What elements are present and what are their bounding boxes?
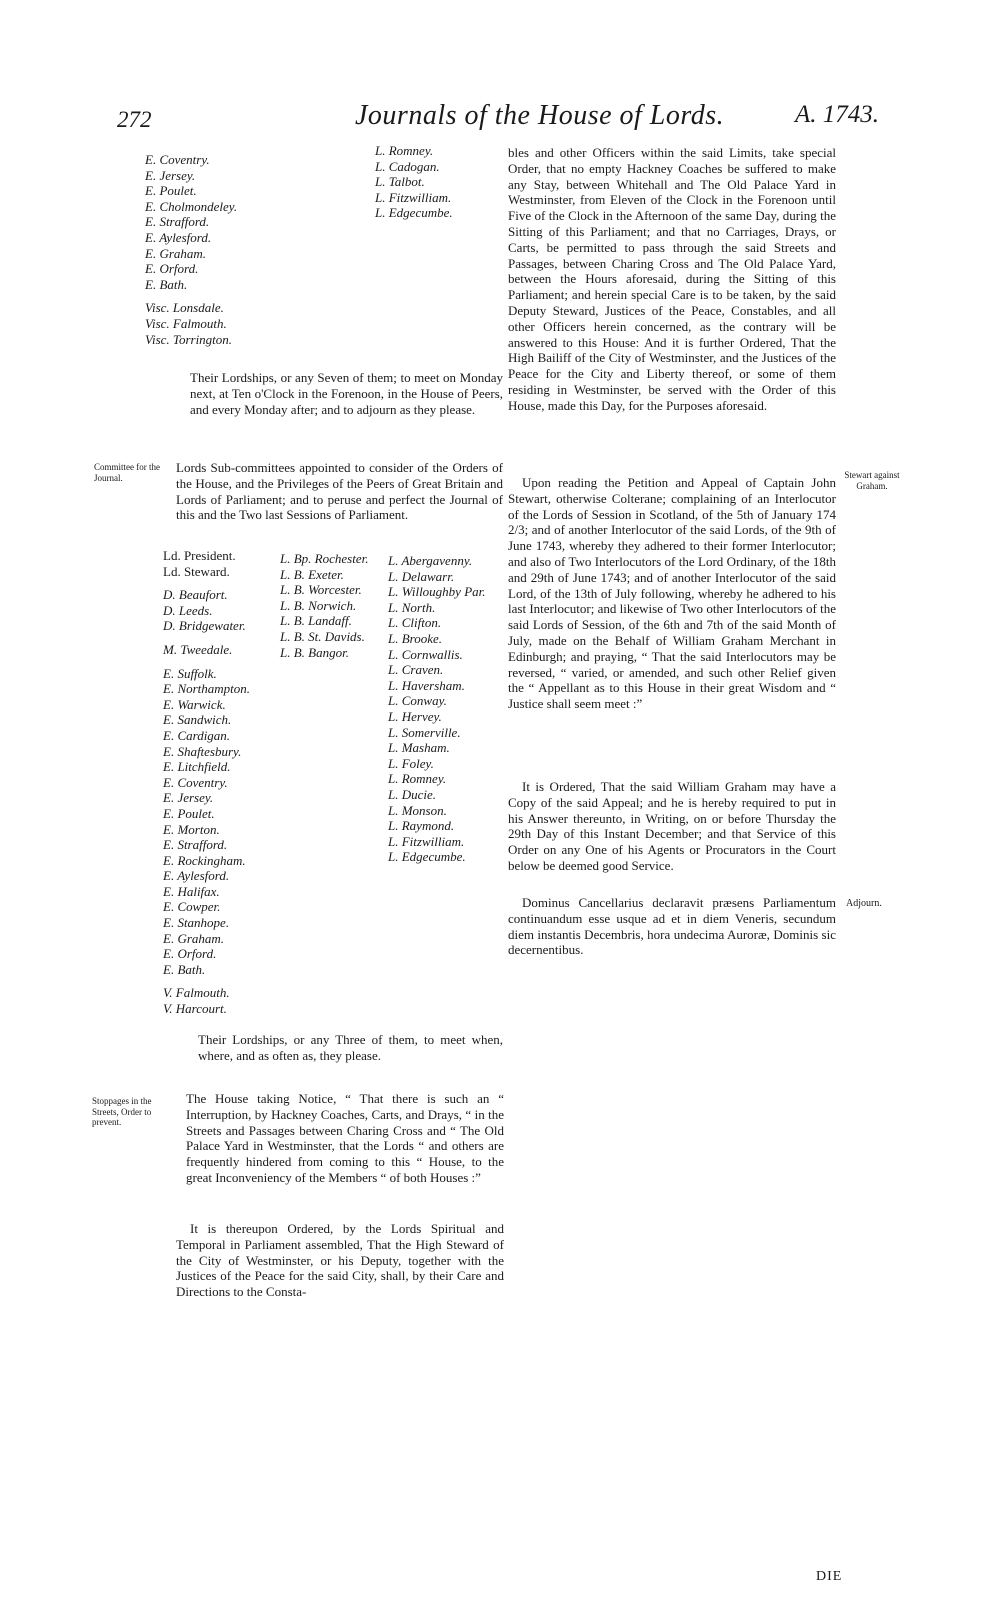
peer-name: L. Clifton. [388,615,442,631]
peer-name: M. Tweedale. [163,641,233,657]
peer-name: E. Northampton. [163,681,251,697]
peer-name: E. Bath. [163,961,206,977]
intro-text: Lords Sub-committees appointed to consider of the Orders of the House, and the Privileges of the Peers of Great Britain and Lords of Parliament; and to peruse and perfect the Journal of this and the Two last Sessions of Parliament. [176,460,503,523]
peer-name: E. Cowper. [163,899,221,915]
peer-name: E. Strafford. [145,214,210,230]
peer-name: D. Leeds. [163,602,213,618]
spacer [145,292,237,300]
adjourn-text [508,895,836,958]
catchword: DIE [816,1569,843,1584]
peer-name: L. Bp. Rochester. [280,551,369,566]
petition-text: Upon reading the Petition and Appeal of Captain John Stewart, otherwise Colterane; complaining of an Interlocutor of the Lords of Session in Scotland, of the 5th of January 174 2/3; and of another Interlocutor of the said Lords, of the 9th of June 1743, whereby they adhered to their former Interlocutor; and also of Two Interlocutors of the Lord Ordinary, of the 18th and 29th of June 1743; and of another Interlocutor of the said Lord, of the 13th of July following, whereby he adhered to his last Interlocutor; and likewise of Two other Interlocutors of the said Lords of Session, of the 6th and 7th of the said Month of July, made on the Behalf of William Graham Merchant in Edinburgh; and praying, “ That the said Interlocutors may be reversed, “ varied, or amended, and such other Relief given the “ Appellant as to this House in their great Wisdom and “ Justice shall seem meet :” [508,475,836,712]
peer-name: L. Cornwallis. [388,646,463,662]
peer-name: L. Romney. [388,771,447,787]
peer-name: L. Haversham. [388,677,465,693]
note-text: Their Lordships, or any Seven of them; to meet on Monday next, at Ten o'Clock in the Forenoon, in the House of Peers, and every Monday after; and to adjourn as they please. [190,370,503,417]
peer-name: E. Aylesford. [145,229,212,245]
journal-col3 [388,553,486,865]
peer-name: L. Edgecumbe. [388,849,466,865]
note-text: Their Lordships, or any Three of them, to meet when, where, and as often as, they please. [198,1032,503,1063]
peer-name: L. North. [388,599,436,615]
peer-name: L. Somerville. [388,724,461,740]
peer-name: Ld. President. [163,548,236,563]
peer-name: E. Bath. [145,276,188,292]
peer-name: E. Rockingham. [163,852,246,868]
peer-name: L. B. Worcester. [280,582,362,598]
peer-name: L. Delawarr. [388,568,455,584]
peer-name: Visc. Torrington. [145,331,233,347]
peer-name: L. Conway. [388,693,447,709]
order-text: It is thereupon Ordered, by the Lords Spiritual and Temporal in Parliament assembled, That the High Steward of the City of Westminster, or his Deputy, together with the Justices of the Peace for the said City, shall, by their Care and Directions to the Consta- [176,1221,504,1300]
peer-name: E. Cardigan. [163,727,231,743]
peer-name: D. Beaufort. [163,587,228,603]
top-list-col2 [375,143,453,221]
peer-name: L. Brooke. [388,630,443,646]
peer-name: E. Suffolk. [163,665,217,681]
stewart-order [508,779,836,874]
peer-name: L. Fitzwilliam. [388,833,465,849]
journal-intro [176,460,503,523]
peer-name: E. Poulet. [163,805,215,821]
peer-name: E. Cholmondeley. [145,198,238,214]
peer-name: L. Hervey. [388,708,442,724]
peer-name: E. Coventry. [163,774,228,790]
peer-name: E. Halifax. [163,883,220,899]
journal-col1 [163,548,250,1017]
peer-name: L. Willoughby Par. [388,584,486,600]
peer-name: E. Sandwich. [163,712,232,728]
journal-col2 [280,551,368,660]
peer-name: L. Romney. [375,143,434,158]
peer-name: L. B. Norwich. [280,597,357,613]
page-year: A. 1743. [795,101,880,128]
peer-name: E. Poulet. [145,183,197,199]
margin-note-adjourn: Adjourn. [846,898,882,909]
peer-name: E. Graham. [145,245,207,261]
adjourn-paragraph: Dominus Cancellarius declaravit præsens Parliamentum continuandum esse usque ad et in diem Veneris, secundum diem instantis Decembris, hora undecima Auroræ, Dominis sic decernentibus. [508,895,836,958]
peer-name: E. Coventry. [145,152,210,167]
peer-name: E. Jersey. [163,790,214,806]
peer-name: L. Edgecumbe. [375,205,453,221]
peer-name: E. Shaftesbury. [163,743,242,759]
spacer [163,658,250,666]
margin-note-stoppages: Stoppages in the Streets, Order to prevent. [92,1096,152,1127]
peer-name: E. Strafford. [163,837,228,853]
peer-name: L. Foley. [388,755,434,771]
peer-name: D. Bridgewater. [163,618,246,634]
margin-note-journal: Committee for the Journal. [94,462,160,483]
stoppages-notice [186,1091,504,1186]
top-list-col1 [145,152,237,347]
peer-name: L. B. Landaff. [280,613,352,629]
spacer [163,977,250,985]
peer-name: L. Ducie. [388,786,437,802]
stewart-petition [508,475,836,712]
peer-name: Visc. Lonsdale. [145,300,224,316]
page-title: Journals of the House of Lords. [355,100,725,131]
notice-text: The House taking Notice, “ That there is such an “ Interruption, by Hackney Coaches, Carts, and Drays, “ in the Streets and Passages between Charing Cross and “ The Old Palace Yard in Westminster, that the Lords “ and others are frequently hindered from coming to this “ House, to the great Inconveniency of the Members “ of both Houses :” [186,1091,504,1185]
peer-name: L. B. St. Davids. [280,628,365,644]
peer-name: L. B. Exeter. [280,566,344,582]
peer-name: E. Stanhope. [163,915,230,931]
peer-name: L. Fitzwilliam. [375,189,452,205]
spacer [163,634,250,642]
peer-name: Ld. Steward. [163,563,230,579]
peer-name: L. Talbot. [375,174,425,190]
peer-name: E. Morton. [163,821,220,837]
order-text: bles and other Officers within the said Limits, take special Order, that no empty Hackney Coaches be suffered to make any Stay, between Whitehall and The Old Palace Yard in Westminster, from Eleven of the Clock in the Forenoon until Five of the Clock in the Afternoon of the same Day, during the Sitting of this Parliament; and that no Carriages, Drays, or Carts, be permitted to pass through the said Streets and Passages, between Charing Cross and The Old Palace Yard, between the Hours aforesaid, during the Sitting of this Parliament; and herein special Care is to be taken, by the said Deputy Steward, Justices of the Peace, Constables, and all other Officers herein concerned, as the contrary will be answered to this House: And it is further Ordered, That the High Bailiff of the City of Westminster, and the Justices of the Peace for the City and Liberty thereof, or some of them residing in Westminster, be served with the Order of this House, made this Day, for the Purposes aforesaid. [508,145,836,413]
peer-name: E. Aylesford. [163,868,230,884]
spacer [163,579,250,587]
page-number: 272 [117,107,152,132]
peer-name: E. Orford. [163,946,217,962]
peer-name: E. Jersey. [145,167,196,183]
peer-name: E. Orford. [145,261,199,277]
stoppages-order-continued [508,145,836,414]
peer-name: E. Graham. [163,930,225,946]
peer-name: E. Litchfield. [163,759,231,775]
peer-name: L. Abergavenny. [388,553,473,568]
peer-name: L. Raymond. [388,818,455,834]
order-text: It is Ordered, That the said William Graham may have a Copy of the said Appeal; and he is hereby required to put in his Answer thereunto, in Writing, on or before Thursday the 29th Day of this Instant December; and that Service of this Order on any One of his Agents or Procurators in the Court below be deemed good Service. [508,779,836,873]
journal-note [198,1032,503,1064]
peer-name: E. Warwick. [163,696,226,712]
margin-note-stewart: Stewart against Graham. [844,470,900,491]
peer-name: L. Craven. [388,662,444,678]
peer-name: Visc. Falmouth. [145,315,227,331]
top-list-note [190,370,503,417]
peer-name: L. Cadogan. [375,158,440,174]
stoppages-order [176,1221,504,1300]
peer-name: L. Masham. [388,740,450,756]
peer-name: L. Monson. [388,802,447,818]
peer-name: V. Harcourt. [163,1001,227,1017]
peer-name: L. B. Bangor. [280,644,349,660]
peer-name: V. Falmouth. [163,985,230,1001]
